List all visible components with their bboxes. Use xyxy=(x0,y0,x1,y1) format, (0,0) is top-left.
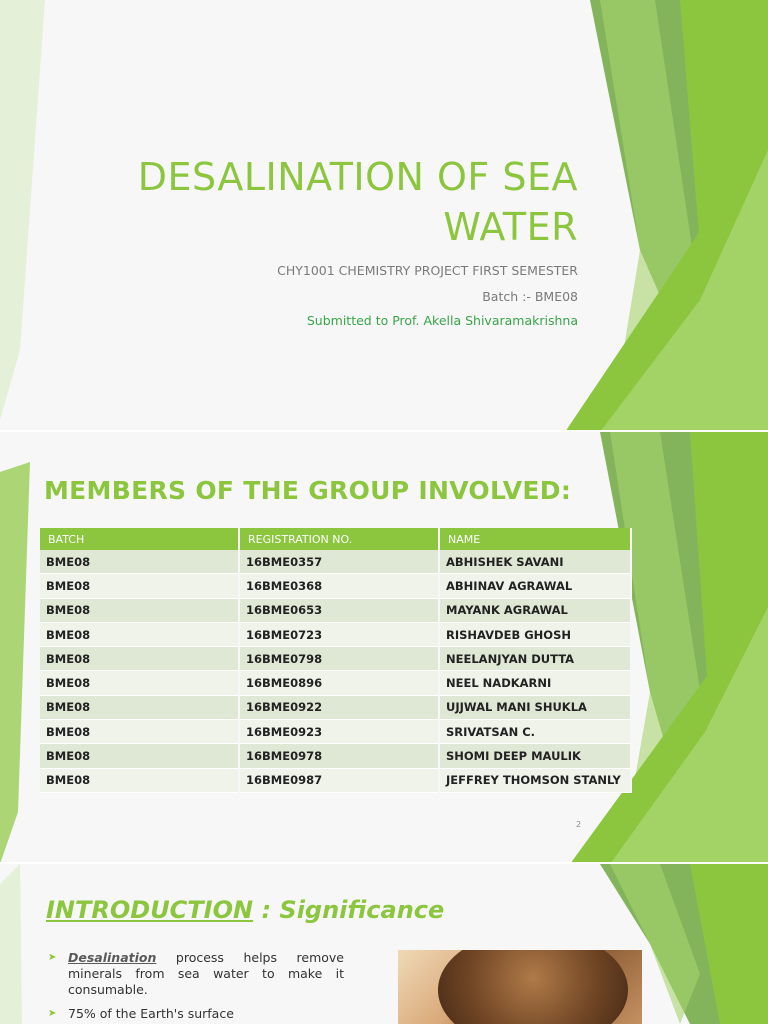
members-table xyxy=(40,528,632,793)
table-row xyxy=(40,647,631,671)
members-slide xyxy=(0,432,768,864)
column-header-batch: BATCH xyxy=(40,528,239,550)
heading-rest: : Significance xyxy=(253,896,445,924)
table-row xyxy=(40,598,631,622)
cell-registration: 16BME0368 xyxy=(239,574,439,598)
cell-name: SRIVATSAN C. xyxy=(439,720,631,744)
page-number: 2 xyxy=(576,820,582,829)
cell-batch: BME08 xyxy=(40,550,239,574)
cell-name: NEELANJYAN DUTTA xyxy=(439,647,631,671)
list-item xyxy=(48,950,344,998)
cell-name: RISHAVDEB GHOSH xyxy=(439,622,631,646)
cell-batch: BME08 xyxy=(40,768,239,792)
course-subtitle: CHY1001 CHEMISTRY PROJECT FIRST SEMESTER xyxy=(277,263,578,278)
table-row xyxy=(40,720,631,744)
introduction-heading xyxy=(46,896,444,924)
cell-registration: 16BME0798 xyxy=(239,647,439,671)
table-row xyxy=(40,622,631,646)
table-row xyxy=(40,744,631,768)
bullet-text: 75% of the Earth's surface xyxy=(68,1006,234,1021)
cell-batch: BME08 xyxy=(40,671,239,695)
cell-registration: 16BME0896 xyxy=(239,671,439,695)
title-line-2: WATER xyxy=(443,205,578,249)
cell-registration: 16BME0922 xyxy=(239,695,439,719)
cell-name: JEFFREY THOMSON STANLY xyxy=(439,768,631,792)
cell-batch: BME08 xyxy=(40,647,239,671)
bullet-arrow-icon: ➤ xyxy=(48,952,57,963)
cell-name: SHOMI DEEP MAULIK xyxy=(439,744,631,768)
list-item xyxy=(48,1006,344,1022)
introduction-slide xyxy=(0,864,768,1024)
cell-batch: BME08 xyxy=(40,720,239,744)
title-slide xyxy=(0,0,768,432)
batch-label: Batch :- BME08 xyxy=(482,289,578,304)
bullet-arrow-icon: ➤ xyxy=(48,1008,57,1019)
cell-name: UJJWAL MANI SHUKLA xyxy=(439,695,631,719)
cell-batch: BME08 xyxy=(40,695,239,719)
table-row xyxy=(40,671,631,695)
cell-batch: BME08 xyxy=(40,574,239,598)
subtitle-block xyxy=(158,258,578,310)
cell-batch: BME08 xyxy=(40,744,239,768)
bullet-text: process helps remove minerals from sea water to make it consumable. xyxy=(68,950,344,997)
table-row xyxy=(40,695,631,719)
cell-name: MAYANK AGRAWAL xyxy=(439,598,631,622)
cell-registration: 16BME0653 xyxy=(239,598,439,622)
cell-name: ABHINAV AGRAWAL xyxy=(439,574,631,598)
slide-title xyxy=(58,152,578,252)
photo-subject xyxy=(438,950,628,1024)
cell-name: ABHISHEK SAVANI xyxy=(439,550,631,574)
table-row xyxy=(40,574,631,598)
bullet-list xyxy=(48,950,344,1024)
heading-main: INTRODUCTION xyxy=(46,896,254,924)
column-header-registration: REGISTRATION NO. xyxy=(239,528,439,550)
table-row xyxy=(40,550,631,574)
members-heading: MEMBERS OF THE GROUP INVOLVED: xyxy=(44,476,572,505)
title-line-1: DESALINATION OF SEA xyxy=(137,155,578,199)
submitted-to-label: Submitted to Prof. Akella Shivaramakrishna xyxy=(306,313,578,328)
cell-registration: 16BME0357 xyxy=(239,550,439,574)
child-photo-image xyxy=(398,950,642,1024)
cell-registration: 16BME0978 xyxy=(239,744,439,768)
cell-registration: 16BME0923 xyxy=(239,720,439,744)
cell-name: NEEL NADKARNI xyxy=(439,671,631,695)
table-header-row xyxy=(40,528,631,550)
cell-registration: 16BME0723 xyxy=(239,622,439,646)
table-row xyxy=(40,768,631,792)
column-header-name: NAME xyxy=(439,528,631,550)
cell-registration: 16BME0987 xyxy=(239,768,439,792)
cell-batch: BME08 xyxy=(40,622,239,646)
bullet-term: Desalination xyxy=(68,950,157,965)
cell-batch: BME08 xyxy=(40,598,239,622)
